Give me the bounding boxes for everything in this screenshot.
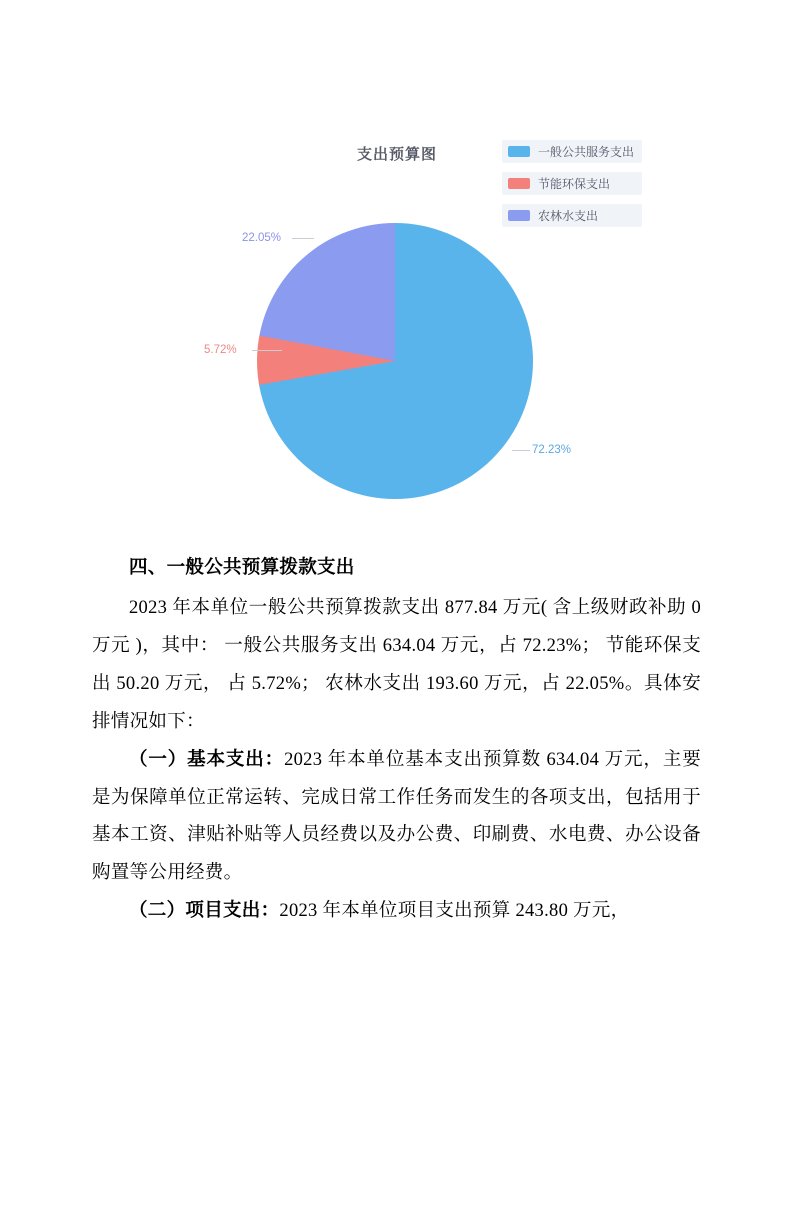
legend-item[interactable] [502, 172, 642, 195]
paragraph-basic-expenditure [92, 742, 701, 894]
pie-slices [257, 223, 533, 499]
pie-value-label: 5.72% [204, 344, 237, 356]
section-heading: 四、一般公共预算拨款支出 [129, 558, 355, 578]
paragraph-text: 2023 年本单位项目支出预算 243.80 万元， [279, 901, 630, 922]
pie-chart [257, 223, 533, 499]
paragraph-text: 2023 年本单位基本支出预算数 634.04 万元，主要是为保障单位正常运转、完成日常工作任务而发生的各项支出，包括用于基本工资、津贴补贴等人员经费以及办公费、印刷费、水电费、办公设备购置等公用经费。 [92, 749, 701, 884]
document-body [92, 550, 701, 931]
leader-line [252, 350, 282, 351]
paragraph-label: （二）项目支出： [129, 901, 280, 922]
legend-label: 节能环保支出 [538, 177, 611, 191]
chart-title: 支出预算图 [357, 146, 438, 163]
legend-swatch-icon [508, 146, 530, 157]
pie-value-label: 22.05% [242, 232, 282, 244]
legend-swatch-icon [508, 178, 530, 189]
pie-value-label: 72.23% [532, 444, 572, 456]
paragraph-project-expenditure [92, 893, 701, 931]
leader-line [512, 450, 530, 451]
legend-item[interactable] [502, 140, 642, 163]
legend-swatch-icon [508, 210, 530, 221]
leader-line [292, 238, 314, 239]
legend-label: 一般公共服务支出 [538, 145, 635, 159]
expenditure-budget-chart [92, 110, 701, 530]
legend-label: 农林水支出 [538, 209, 599, 223]
paragraph-label: （一）基本支出： [129, 749, 285, 770]
document-page [0, 110, 793, 1232]
paragraph-overview: 2023 年本单位一般公共预算拨款支出 877.84 万元( 含上级财政补助 0 万元 )，其中： 一般公共服务支出 634.04 万元，占 72.23%； 节能环保支出 50.20 万元， 占 5.72%； 农林水支出 193.60 万元，占 22.05%。具体安排情况如下： [92, 597, 701, 732]
chart-legend [502, 140, 642, 227]
